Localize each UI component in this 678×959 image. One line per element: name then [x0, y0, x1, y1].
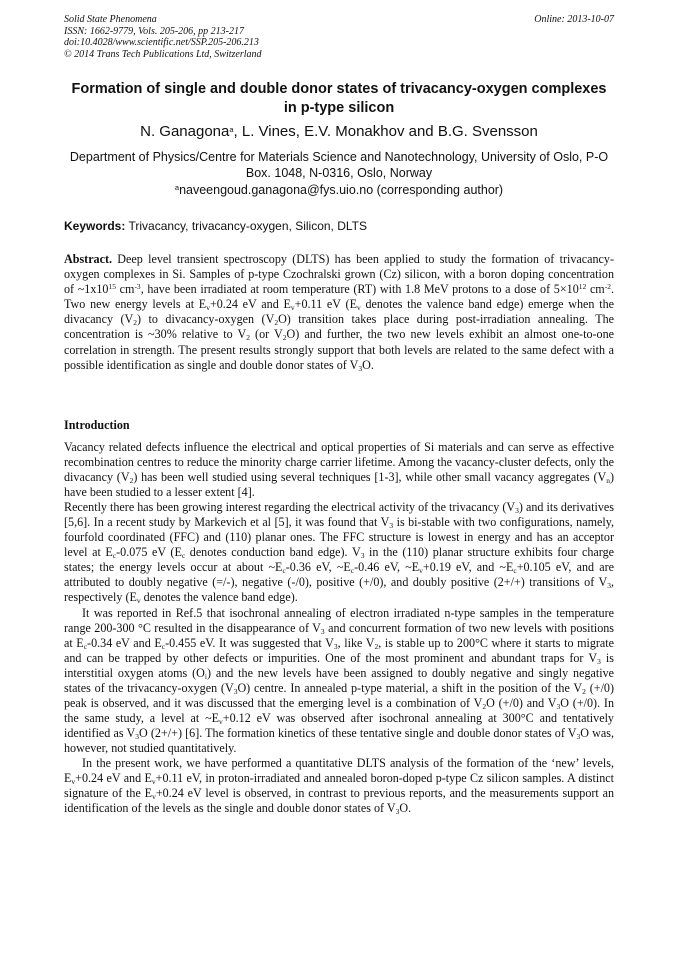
abstract-label: Abstract. [64, 252, 113, 266]
keywords [64, 218, 614, 234]
journal-header [64, 14, 614, 60]
author-list [64, 122, 614, 142]
author-affil-mark: a [229, 125, 234, 134]
author-rest: , L. Vines, E.V. Monakhov and B.G. Svensson [233, 123, 538, 140]
intro-paragraph: It was reported in Ref.5 that isochronal annealing of electron irradiated n-type samples in the temperature range 200-300 °C resulted in the disappearance of $V_3$ and concurrent formation of two new levels with positions at $E_c-0.34$ eV and $E_c-0.455$ eV. It was suggested that $V_3$, like $V_2$, is stable up to 200°C where it starts to migrate and can be trapped by other defects or impurities. One of the most prominent and abundant traps for $V_3$ is interstitial oxygen atoms $(O_i)$ and the new levels have been assigned to doubly negative and singly negative states of the trivacancy-oxygen $(V_3O)$ centre. In annealed p-type material, a shift in the position of the $V_2$ (+/0) peak is observed, and it was discussed that the emerging level is a combination of $V_2O$ (+/0) and $V_3O$ (+/0). In the same study, a level at $\sim E_v+0.12$ eV was observed after isochronal annealing at 300°C and tentatively identified as $V_3O$ (2+/+) [6]. The formation kinetics of these tentative single and double donor states of $V_3O$ was, however, not studied quantitatively. [64, 605, 615, 755]
section-heading-introduction: Introduction [64, 418, 130, 432]
email-mark: a [174, 183, 180, 192]
keywords-label: Keywords: [64, 219, 126, 233]
journal-name: Solid State Phenomena [64, 14, 157, 25]
intro-paragraph: In the present work, we have performed a quantitative DLTS analysis of the formation of the ‘new’ levels, $E_v+0.24$ eV and $E_v+0.11$ eV, in proton-irradiated and annealed boron-doped p-type Cz silicon samples. A distinct signature of the $E_v+0.24$ eV level is observed, in contrast to previous reports, and the measurements support an identification of the levels as the single and double donor states of $V_3O$. [64, 755, 614, 817]
paper-title: Formation of single and double donor states of trivacancy-oxygen complexes in p-type silicon [71, 81, 607, 116]
journal-doi: doi:10.4028/www.scientific.net/SSP.205-206.213 [64, 37, 259, 48]
email-text: naveengoud.ganagona@fys.uio.no (corresponding author) [179, 183, 504, 197]
journal-copyright: © 2014 Trans Tech Publications Ltd, Switzerland [64, 48, 262, 60]
introduction-body [64, 440, 614, 816]
abstract: Abstract. Deep level transient spectroscopy (DLTS) has been applied to study the formation of trivacancy-oxygen complexes in Si. Samples of p-type Czochralski grown (Cz) silicon, with a boron doping concentration of $\sim 1x10^{15}$ $cm^{-3}$, have been irradiated at room temperature (RT) with 1.8 MeV protons to a dose of $5\times 10^{12}$ $cm^{-2}$. Two new energy levels at $E_v+0.24$ eV and $E_v+0.11$ eV ($E_v$ denotes the valence band edge) emerge when the divacancy $(V_2)$ to divacancy-oxygen $(V_2O)$ transition takes place during post-irradiation annealing. The concentration is ~30% relative to $V_2$ (or $V_2O$) and further, the two new levels exhibit an almost one-to-one correlation in strength. The present results strongly support that both levels are related to the same defect with a possible identification as single and double donor states of $V_3O$. [64, 252, 614, 373]
journal-issn: ISSN: 1662-9779, Vols. 205-206, pp 213-217 [64, 25, 244, 37]
keywords-text: Trivacancy, trivacancy-oxygen, Silicon, DLTS [125, 219, 367, 233]
intro-paragraph: Recently there has been growing interest regarding the electrical activity of the trivacancy $(V_3)$ and its derivatives [5,6]. In a recent study by Markevich et al [5], it was found that $V_3$ is bi-stable with two configurations, namely, fourfold coordinated (FFC) and (110) planar ones. The FFC structure is lowest in energy and has an acceptor level at $E_c-0.075$ eV ($E_c$ denotes conduction band edge). $V_3$ in the (110) planar structure exhibits four charge states; the energy levels occur at about $\sim E_c-0.36$ eV, $\sim E_c-0.46$ eV, $\sim E_v+0.19$ eV, and $\sim E_c+0.105$ eV, and are attributed to doubly negative (=/-), negative (-/0), positive (+/0), and doubly positive (2+/+) transitions of $V_3$, respectively ($E_v$ denotes the valence band edge). [64, 500, 614, 606]
online-date: Online: 2013-10-07 [534, 14, 614, 25]
affiliation: Department of Physics/Centre for Materials Science and Nanotechnology, University of Oslo, P-O Box. 1048, N-0316, Oslo, Norway [69, 150, 609, 180]
corresponding-email [64, 182, 614, 198]
author-first: N. Ganagona [140, 123, 230, 140]
intro-paragraph: Vacancy related defects influence the electrical and optical properties of Si materials and can serve as effective recombination centres to reduce the minority charge carrier lifetime. Among the vacancy-cluster defects, only the divacancy $(V_2)$ has been well studied using several techniques [1-3], while other small vacancy aggregates $(V_n)$ have been studied to a lesser extent [4]. [64, 440, 614, 500]
